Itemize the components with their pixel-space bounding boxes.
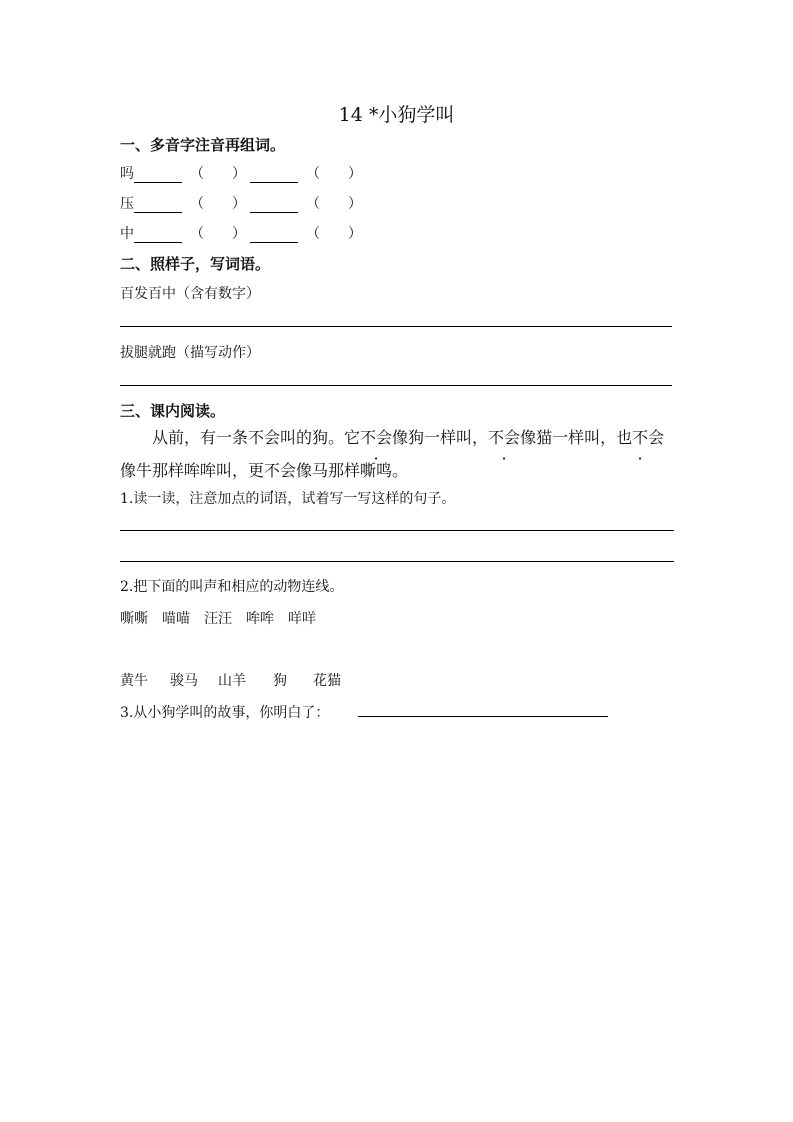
sound-row (120, 608, 330, 628)
animal-word[interactable]: 骏马 (170, 673, 198, 689)
dotted-word: 不会 (488, 428, 521, 447)
question-3: 3.从小狗学叫的故事，你明白了： (120, 705, 330, 721)
question-2: 2.把下面的叫声和相应的动物连线。 (120, 579, 344, 595)
example-word-1: 百发百中（含有数字） (120, 286, 260, 302)
polyphone-char: 吗 (120, 166, 134, 182)
sound-word[interactable]: 喵喵 (162, 611, 190, 627)
polyphone-row: 吗 （ ） （ ） (120, 166, 362, 182)
sound-word[interactable]: 汪汪 (204, 611, 232, 627)
sound-word[interactable]: 嘶嘶 (120, 611, 148, 627)
pinyin-blank[interactable] (134, 196, 182, 213)
section1-heading: 一、多音字注音再组词。 (120, 136, 286, 154)
answer-line[interactable] (120, 561, 674, 562)
sound-word[interactable]: 哞哞 (246, 611, 274, 627)
sound-word[interactable]: 咩咩 (288, 611, 316, 627)
question-1: 1.读一读，注意加点的词语，试着写一写这样的句子。 (120, 491, 456, 507)
dotted-word: 不会 (360, 428, 393, 447)
dotted-word: 更不会 (248, 461, 297, 480)
answer-line[interactable] (120, 385, 672, 386)
animal-word[interactable]: 狗 (273, 673, 287, 689)
pinyin-blank[interactable] (250, 166, 298, 183)
pinyin-blank[interactable] (250, 196, 298, 213)
animal-word[interactable]: 山羊 (218, 673, 246, 689)
animal-word[interactable]: 黄牛 (120, 673, 148, 689)
pinyin-blank[interactable] (134, 166, 182, 183)
pinyin-blank[interactable] (134, 226, 182, 243)
section2-heading: 二、照样子，写词语。 (120, 255, 271, 273)
section3-heading: 三、课内阅读。 (120, 402, 226, 420)
animal-word[interactable]: 花猫 (313, 673, 341, 689)
polyphone-char: 中 (120, 226, 134, 242)
polyphone-row: 压 （ ） （ ） (120, 196, 362, 212)
pinyin-blank[interactable] (250, 226, 298, 243)
polyphone-row: 中 （ ） （ ） (120, 226, 362, 242)
polyphone-char: 压 (120, 196, 134, 212)
answer-line[interactable] (120, 326, 672, 327)
answer-line[interactable] (120, 530, 674, 531)
answer-line[interactable] (358, 716, 608, 717)
page-title: 14 *小狗学叫 (338, 104, 455, 126)
reading-passage: 从前，有一条不会叫的狗。它不会像狗一样叫，不会像猫一样叫，也不会像牛那样哞哞叫，更不会像马那样嘶鸣。 (120, 428, 665, 480)
example-word-2: 拔腿就跑（描写动作） (120, 345, 260, 361)
dotted-word: 也不会 (616, 428, 665, 447)
